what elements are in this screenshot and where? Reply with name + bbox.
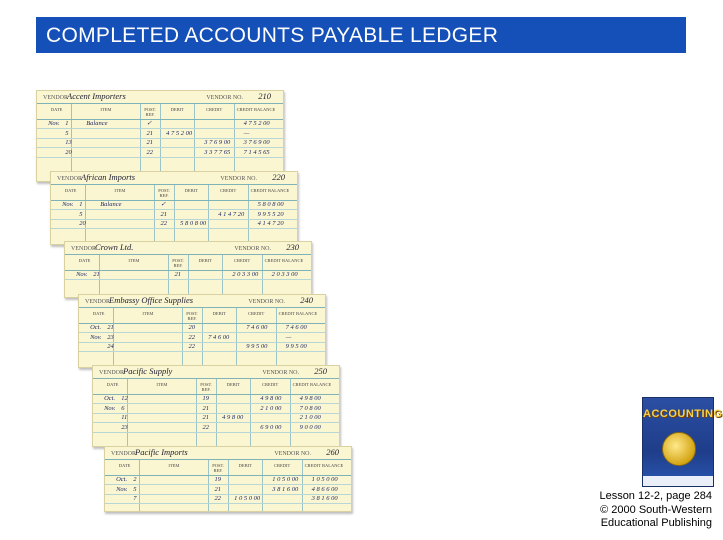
- cell-post-ref: 21: [146, 139, 153, 146]
- cell-balance: 5 8 0 8 00: [257, 201, 284, 208]
- header-post-ref: POST. REF.: [200, 382, 213, 392]
- ledger-row: [105, 495, 351, 504]
- cell-post-ref: 20: [188, 324, 195, 331]
- vendor-line: [65, 242, 311, 255]
- cell-balance: 7 4 6 00: [285, 324, 307, 331]
- ledger-row: [79, 334, 325, 343]
- header-credit-balance: CREDIT BALANCE: [278, 311, 318, 316]
- header-item: ITEM: [114, 188, 126, 193]
- ledger-row: [37, 149, 283, 158]
- gold-seal-icon: [662, 432, 696, 466]
- cell-credit: 7 4 6 00: [246, 324, 268, 331]
- cell-day: 20: [65, 148, 72, 156]
- column-headers: [51, 185, 297, 201]
- cell-post-ref: 19: [214, 476, 221, 483]
- ledger-row: [93, 405, 339, 414]
- caption: [512, 490, 712, 531]
- header-credit-balance: CREDIT BALANCE: [264, 258, 304, 263]
- cell-debit: 4 9 8 00: [222, 414, 244, 421]
- vendor-no-label: VENDOR NO.: [234, 246, 271, 252]
- cell-debit: 4 7 5 2 00: [166, 129, 193, 137]
- vendor-name: Crown Ltd.: [95, 242, 134, 252]
- cell-credit: 4 1 4 7 20: [218, 210, 245, 218]
- cell-post-ref: 21: [202, 404, 209, 412]
- cell-balance: 9 0 0 00: [299, 423, 321, 431]
- vendor-name: Pacific Supply: [123, 366, 173, 376]
- cell-post-ref: 22: [202, 423, 209, 431]
- vendor-line: [105, 447, 351, 460]
- cell-post-ref: 22: [160, 220, 167, 227]
- cell-balance: 3 8 1 6 00: [311, 495, 338, 502]
- ledger-row: [37, 139, 283, 148]
- vendor-label: VENDOR: [111, 451, 136, 457]
- header-item: ITEM: [156, 382, 168, 387]
- header-debit: DEBIT: [226, 382, 240, 387]
- cell-post-ref: 22: [188, 343, 195, 350]
- header-date: DATE: [78, 258, 91, 263]
- cell-balance: 4 9 8 00: [299, 395, 321, 402]
- cell-post-ref: 21: [202, 414, 209, 421]
- ledger-row: [105, 476, 351, 485]
- cell-day: 21: [107, 324, 114, 331]
- vendor-label: VENDOR: [57, 176, 82, 182]
- cell-balance: 3 7 6 9 00: [243, 139, 270, 146]
- header-item: ITEM: [128, 258, 140, 263]
- ledger-card: [78, 294, 326, 368]
- cell-post-ref: 19: [202, 395, 209, 402]
- vendor-number: 240: [300, 295, 313, 305]
- cell-balance: 4 1 4 7 20: [257, 220, 284, 227]
- header-post-ref: POST. REF.: [172, 258, 185, 268]
- cell-balance: 9 9 5 00: [285, 343, 307, 350]
- ledger-row: [37, 130, 283, 139]
- cell-credit: 3 7 6 9 00: [204, 139, 231, 146]
- cell-day: 23: [121, 423, 128, 431]
- vendor-name: Embassy Office Supplies: [109, 295, 194, 305]
- page-title: COMPLETED ACCOUNTS PAYABLE LEDGER: [36, 17, 686, 53]
- header-item: ITEM: [100, 107, 112, 112]
- vendor-label: VENDOR: [43, 95, 68, 101]
- cell-day: 2: [133, 476, 137, 483]
- header-credit: CREDIT: [247, 311, 265, 316]
- cell-balance: 4 8 6 6 00: [311, 485, 338, 493]
- cell-post-ref: 21: [146, 129, 153, 137]
- vendor-line: [93, 366, 339, 379]
- cover-strip: [643, 476, 713, 486]
- vendor-no-label: VENDOR NO.: [248, 299, 285, 305]
- cell-post-ref: 22: [214, 495, 221, 502]
- ledger-row: [37, 120, 283, 129]
- vendor-name: Accent Importers: [67, 91, 126, 101]
- ledger-card: [64, 241, 312, 298]
- header-credit-balance: CREDIT BALANCE: [292, 382, 332, 387]
- cell-balance: —: [243, 129, 250, 137]
- ledger-row: [65, 271, 311, 280]
- vendor-number: 220: [272, 172, 285, 182]
- cell-day: 5: [65, 129, 69, 137]
- cell-month: Nov.: [62, 201, 74, 208]
- vendor-number: 250: [314, 366, 327, 376]
- ledger-card: [50, 171, 298, 245]
- cell-day: 5: [133, 485, 137, 493]
- vendor-label: VENDOR: [71, 246, 96, 252]
- cell-post-ref: ✓: [160, 201, 166, 208]
- cell-debit: 7 4 6 00: [208, 333, 230, 341]
- cell-month: Nov.: [116, 485, 128, 493]
- header-post-ref: POST. REF.: [212, 463, 225, 473]
- vendor-line: [79, 295, 325, 308]
- header-credit: CREDIT: [205, 107, 223, 112]
- cell-post-ref: 21: [160, 210, 167, 218]
- cell-balance: 2 0 3 3 00: [271, 271, 298, 278]
- cell-credit: 3 8 1 6 00: [272, 485, 299, 493]
- ledger-row: [93, 424, 339, 433]
- cell-balance: 4 7 5 2 00: [243, 120, 270, 127]
- vendor-no-label: VENDOR NO.: [274, 451, 311, 457]
- header-item: ITEM: [168, 463, 180, 468]
- cell-day: 5: [79, 210, 83, 218]
- cell-day: 11: [121, 414, 128, 421]
- header-debit: DEBIT: [212, 311, 226, 316]
- header-credit: CREDIT: [273, 463, 291, 468]
- vendor-line: [37, 91, 283, 104]
- cell-day: 24: [107, 343, 114, 350]
- caption-line-1: Lesson 12-2, page 284: [599, 490, 712, 502]
- caption-line-2: © 2000 South-Western: [600, 503, 712, 516]
- ledger-row: [79, 343, 325, 352]
- column-headers: [105, 460, 351, 476]
- cell-month: Nov.: [76, 271, 88, 278]
- cell-month: Oct.: [90, 324, 102, 331]
- vendor-label: VENDOR: [85, 299, 110, 305]
- column-headers: [93, 379, 339, 395]
- cell-balance: 9 9 5 5 20: [257, 210, 284, 218]
- cell-credit: 2 1 0 00: [260, 404, 282, 412]
- cell-day: 7: [133, 495, 137, 502]
- header-date: DATE: [92, 311, 105, 316]
- vendor-no-label: VENDOR NO.: [262, 370, 299, 376]
- column-headers: [37, 104, 283, 120]
- cell-balance: 2 1 0 00: [299, 414, 321, 421]
- cell-post-ref: 21: [214, 485, 221, 493]
- vendor-number: 260: [326, 447, 339, 457]
- cell-balance: —: [285, 333, 292, 341]
- ledger-row: [93, 395, 339, 404]
- cell-debit: 5 8 0 8 00: [180, 220, 207, 227]
- cell-post-ref: 22: [188, 333, 195, 341]
- ledger-card: [92, 365, 340, 447]
- cell-post-ref: ✓: [146, 120, 152, 127]
- header-credit: CREDIT: [233, 258, 251, 263]
- cell-balance: 7 0 8 00: [299, 404, 321, 412]
- header-debit: DEBIT: [184, 188, 198, 193]
- cell-day: 21: [93, 271, 100, 278]
- header-date: DATE: [50, 107, 63, 112]
- ledger-row: [93, 414, 339, 423]
- vendor-name: African Imports: [81, 172, 136, 182]
- ledger-row: [105, 486, 351, 495]
- ledger-row: [51, 201, 297, 210]
- ledger-row: [79, 324, 325, 333]
- ledger-card: [104, 446, 352, 512]
- ledger-row: [51, 220, 297, 229]
- cell-debit: 1 0 5 0 00: [234, 495, 261, 502]
- ledger-card: [36, 90, 284, 182]
- cell-item: Balance: [100, 201, 122, 208]
- header-post-ref: POST. REF.: [144, 107, 157, 117]
- header-date: DATE: [64, 188, 77, 193]
- header-debit: DEBIT: [198, 258, 212, 263]
- header-date: DATE: [118, 463, 131, 468]
- textbook-cover-image: [642, 397, 723, 487]
- vendor-line: [51, 172, 297, 185]
- header-debit: DEBIT: [238, 463, 252, 468]
- cell-month: Oct.: [104, 395, 116, 402]
- cell-credit: 6 9 0 00: [260, 423, 282, 431]
- cell-credit: 4 9 8 00: [260, 395, 282, 402]
- cell-month: Nov.: [90, 333, 102, 341]
- column-headers: [65, 255, 311, 271]
- vendor-number: 210: [258, 91, 271, 101]
- cell-day: 1: [79, 201, 83, 208]
- cell-day: 23: [107, 333, 114, 341]
- cell-day: 6: [121, 404, 125, 412]
- cell-balance: 1 0 5 0 00: [311, 476, 338, 483]
- cell-month: Nov.: [48, 120, 60, 127]
- cover-title: ACCOUNTING: [643, 408, 723, 420]
- vendor-name: Pacific Imports: [135, 447, 188, 457]
- cell-post-ref: 21: [174, 271, 181, 278]
- cell-credit: 3 3 7 7 65: [204, 148, 231, 156]
- vendor-no-label: VENDOR NO.: [206, 95, 243, 101]
- cell-item: Balance: [86, 120, 108, 127]
- cell-day: 20: [79, 220, 86, 227]
- cell-balance: 7 1 4 5 65: [243, 148, 270, 156]
- cell-day: 13: [65, 139, 72, 146]
- cell-post-ref: 22: [146, 148, 153, 156]
- ledger-row: [51, 211, 297, 220]
- header-post-ref: POST. REF.: [186, 311, 199, 321]
- caption-line-3: Educational Publishing: [600, 517, 712, 529]
- header-credit-balance: CREDIT BALANCE: [250, 188, 290, 193]
- vendor-label: VENDOR: [99, 370, 124, 376]
- cell-day: 12: [121, 395, 128, 402]
- header-credit: CREDIT: [261, 382, 279, 387]
- header-credit-balance: CREDIT BALANCE: [304, 463, 344, 468]
- header-credit: CREDIT: [219, 188, 237, 193]
- vendor-no-label: VENDOR NO.: [220, 176, 257, 182]
- column-headers: [79, 308, 325, 324]
- header-date: DATE: [106, 382, 119, 387]
- header-debit: DEBIT: [170, 107, 184, 112]
- cell-credit: 1 0 5 0 00: [272, 476, 299, 483]
- cell-day: 1: [65, 120, 69, 127]
- cell-month: Oct.: [116, 476, 128, 483]
- header-credit-balance: CREDIT BALANCE: [236, 107, 276, 112]
- header-item: ITEM: [142, 311, 154, 316]
- cell-month: Nov.: [104, 404, 116, 412]
- header-post-ref: POST. REF.: [158, 188, 171, 198]
- cell-credit: 9 9 5 00: [246, 343, 268, 350]
- cell-credit: 2 0 3 3 00: [232, 271, 259, 278]
- vendor-number: 230: [286, 242, 299, 252]
